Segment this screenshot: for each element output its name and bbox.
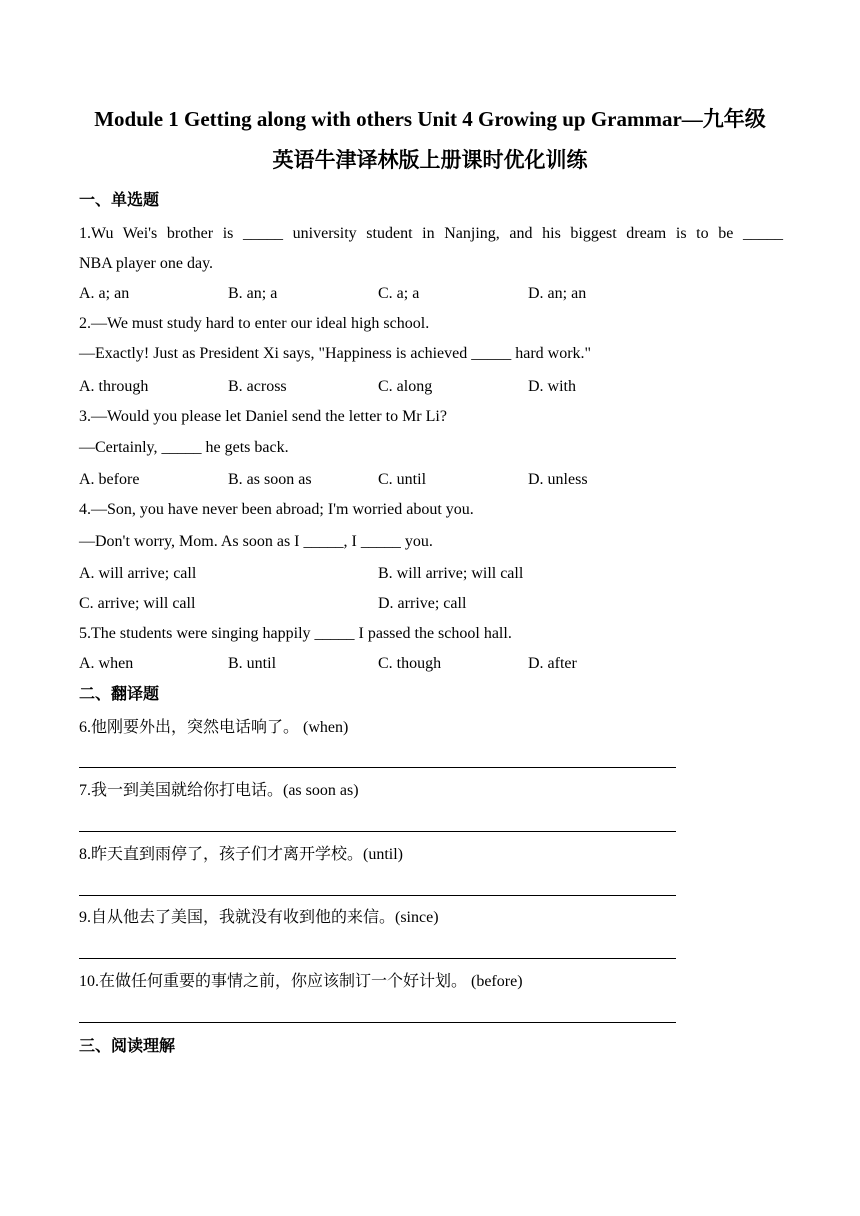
answer-line-8[interactable] [79,895,676,896]
question-3-option-c: C. until [378,471,427,488]
question-5-option-a: A. when [79,655,134,672]
question-1-option-a: A. a; an [79,285,130,302]
question-2-text-continued: —Exactly! Just as President Xi says, "Happiness is achieved _____ hard work." [79,345,592,362]
question-2-option-d: D. with [528,378,576,395]
question-3-text: 3.—Would you please let Daniel send the letter to Mr Li? [79,408,447,425]
question-3-text-continued: —Certainly, _____ he gets back. [79,439,289,456]
question-1-option-b: B. an; a [228,285,278,302]
translation-question-10: 10.在做任何重要的事情之前，你应该制订一个好计划。 (before) [79,973,523,990]
question-5-text: 5.The students were singing happily _____ I passed the school hall. [79,625,512,642]
question-4-text: 4.—Son, you have never been abroad; I'm worried about you. [79,501,474,518]
question-1-option-c: C. a; a [378,285,420,302]
question-2-text: 2.—We must study hard to enter our ideal high school. [79,315,430,332]
translation-question-7: 7.我一到美国就给你打电话。(as soon as) [79,782,359,799]
answer-line-9[interactable] [79,958,676,959]
question-3-option-a: A. before [79,471,140,488]
question-4-option-c: C. arrive; will call [79,595,196,612]
translation-question-9: 9.自从他去了美国，我就没有收到他的来信。(since) [79,909,439,926]
question-1-option-d: D. an; an [528,285,587,302]
document-title-line-2: 英语牛津译林版上册课时优化训练 [272,148,588,172]
translation-question-8: 8.昨天直到雨停了，孩子们才离开学校。(until) [79,846,403,863]
question-5-option-c: C. though [378,655,442,672]
question-5-option-b: B. until [228,655,277,672]
answer-line-7[interactable] [79,831,676,832]
question-3-option-d: D. unless [528,471,588,488]
question-2-option-c: C. along [378,378,433,395]
question-2-option-a: A. through [79,378,149,395]
section-heading-multiple-choice: 一、单选题 [79,190,160,209]
translation-question-6: 6.他刚要外出，突然电话响了。 (when) [79,719,349,736]
question-2-option-b: B. across [228,378,287,395]
question-5-option-d: D. after [528,655,577,672]
question-4-option-b: B. will arrive; will call [378,565,524,582]
document-title-line-1: Module 1 Getting along with others Unit 4 Growing up Grammar—九年级 [94,107,766,131]
question-1-text: 1.Wu Wei's brother is _____ university student in Nanjing, and his biggest dream is to be _____ [79,225,783,242]
question-4-option-a: A. will arrive; call [79,565,197,582]
question-4-text-continued: —Don't worry, Mom. As soon as I _____, I _____ you. [79,533,433,550]
question-4-option-d: D. arrive; call [378,595,467,612]
section-heading-reading: 三、阅读理解 [79,1036,176,1055]
answer-line-6[interactable] [79,767,676,768]
answer-line-10[interactable] [79,1022,676,1023]
question-3-option-b: B. as soon as [228,471,312,488]
section-heading-translation: 二、翻译题 [79,684,160,703]
question-1-text-continued: NBA player one day. [79,255,214,272]
